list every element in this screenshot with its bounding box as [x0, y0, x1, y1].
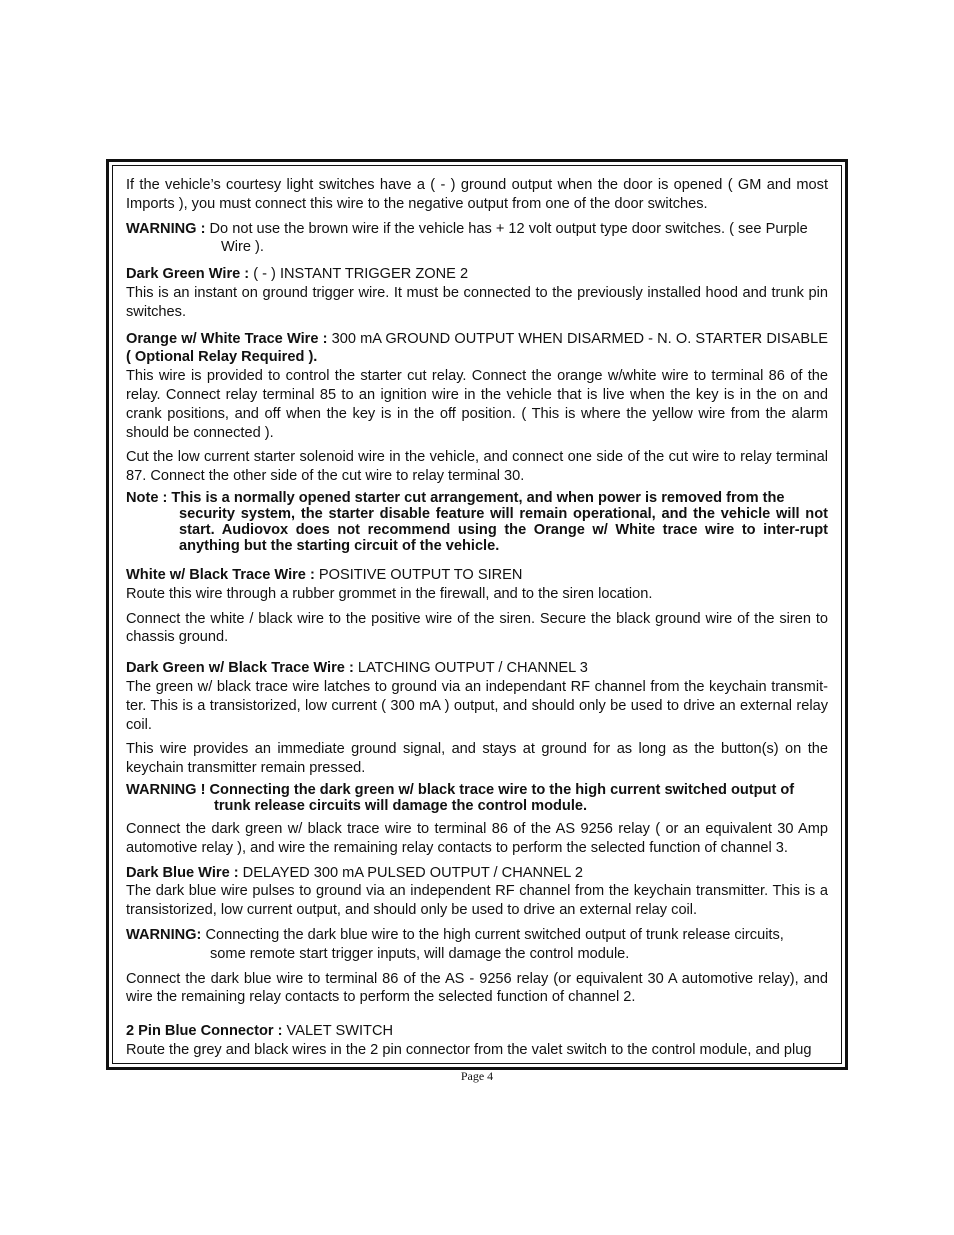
warning-text: Connecting the dark green w/ black trace wire to the high current switched output of: [209, 781, 795, 798]
section-white-black-wire: [126, 566, 828, 647]
section-text-relay-channel-2: Connect the dark blue wire to terminal 86 of the AS - 9256 relay (or equivalent 30 A automotive relay), and wire the remaining relay contacts to perform the selected function of channel 2.: [126, 970, 828, 1006]
section-heading: 2 Pin Blue Connector :: [126, 1023, 283, 1040]
warning-dark-blue-wire: [126, 926, 828, 964]
section-text-2: This wire provides an immediate ground signal, and stays at ground for as long as the button(s) on the keychain transmitter remain pressed.: [126, 741, 828, 777]
document-body: [126, 176, 828, 1060]
page-number: Page 4: [460, 1069, 494, 1083]
section-heading: Orange w/ White Trace Wire :: [126, 330, 328, 347]
warning-text: Connecting the dark blue wire to the high current switched output of trunk release circuits,: [205, 926, 784, 943]
section-text: The dark blue wire pulses to ground via an independent RF channel from the keychain transmitter. This is a transistorized, low current output, and should only be used to drive an external relay coil.: [126, 883, 828, 919]
section-heading: White w/ Black Trace Wire :: [126, 566, 315, 583]
warning-label: WARNING !: [126, 781, 210, 798]
section-title: VALET SWITCH: [282, 1023, 394, 1040]
section-dark-blue-wire: [126, 864, 828, 920]
warning-text-cont: Wire ).: [221, 239, 264, 256]
warning-label: WARNING :: [126, 220, 206, 237]
section-text: Route this wire through a rubber grommet in the firewall, and to the siren location.: [126, 585, 653, 602]
section-blue-connector: [126, 1022, 828, 1060]
note-text-cont: security system, the starter disable feature will remain operational, and the vehicle will not start. Audiovox does not recommend using the Orange w/ White trace wire to inter-rupt anything but the starting circuit of the vehicle.: [179, 505, 828, 554]
paragraph-courtesy-light: If the vehicle’s courtesy light switches have a ( - ) ground output when the door is opened ( GM and most Imports ), you must connect this wire to the negative output from one of the door switches.: [126, 177, 828, 212]
warning-dark-green-wire: [126, 782, 828, 814]
section-title: LATCHING OUTPUT / CHANNEL 3: [353, 660, 588, 677]
warning-text-cont: trunk release circuits will damage the control module.: [214, 797, 588, 814]
warning-text: Do not use the brown wire if the vehicle has + 12 volt output type door switches. ( see Purple: [205, 220, 808, 237]
section-text: Route the grey and black wires in the 2 pin connector from the valet switch to the control module, and plug: [126, 1041, 812, 1058]
section-dark-green-black-wire: [126, 659, 828, 778]
section-heading: Dark Green w/ Black Trace Wire :: [126, 660, 354, 677]
section-title-bold: ( Optional Relay Required ).: [126, 349, 318, 366]
section-text: The green w/ black trace wire latches to ground via an independant RF channel from the keychain transmit-ter. This is a transistorized, low current ( 300 mA ) output, and should only be used to drive an external relay coil.: [126, 678, 828, 733]
section-heading: Dark Green Wire :: [126, 266, 250, 283]
section-text-relay-channel-3: Connect the dark green w/ black trace wire to terminal 86 of the AS 9256 relay ( or an equivalent 30 Amp automotive relay ), and wire the remaining relay contacts to perform the selected function of channel 3.: [126, 820, 828, 856]
section-title: POSITIVE OUTPUT TO SIREN: [314, 566, 523, 583]
warning-brown-wire: [126, 220, 828, 258]
section-title: ( - ) INSTANT TRIGGER ZONE 2: [249, 266, 469, 283]
section-text: This wire is provided to control the starter cut relay. Connect the orange w/white wire to terminal 86 of the relay. Connect relay terminal 85 to an ignition wire in the vehicle that is live when the key is in the on and crank positions, and off when the key is in the off position. ( This is where the yellow wire from the alarm should be connected ).: [126, 368, 828, 441]
warning-text-cont: some remote start trigger inputs, will damage the control module.: [210, 945, 630, 962]
section-title: DELAYED 300 mA PULSED OUTPUT / CHANNEL 2: [238, 864, 584, 881]
section-title: 300 mA GROUND OUTPUT WHEN DISARMED - N. O. STARTER DISABLE: [327, 330, 828, 347]
section-text-2: Connect the white / black wire to the positive wire of the siren. Secure the black ground wire of the siren to chassis ground.: [126, 610, 828, 646]
warning-label: WARNING:: [126, 926, 206, 943]
note-text: This is a normally opened starter cut arrangement, and when power is removed from the: [171, 489, 785, 506]
section-text: This is an instant on ground trigger wire. It must be connected to the previously installed hood and trunk pin switches.: [126, 284, 828, 320]
section-heading: Dark Blue Wire :: [126, 864, 239, 881]
note-label: Note :: [126, 489, 172, 506]
section-dark-green-wire: [126, 265, 828, 321]
note-starter-cut: [126, 490, 828, 554]
section-text-2: Cut the low current starter solenoid wire in the vehicle, and connect one side of the cut wire to relay terminal 87. Connect the other side of the cut wire to relay terminal 30.: [126, 449, 828, 485]
section-orange-white-wire: [126, 330, 828, 486]
